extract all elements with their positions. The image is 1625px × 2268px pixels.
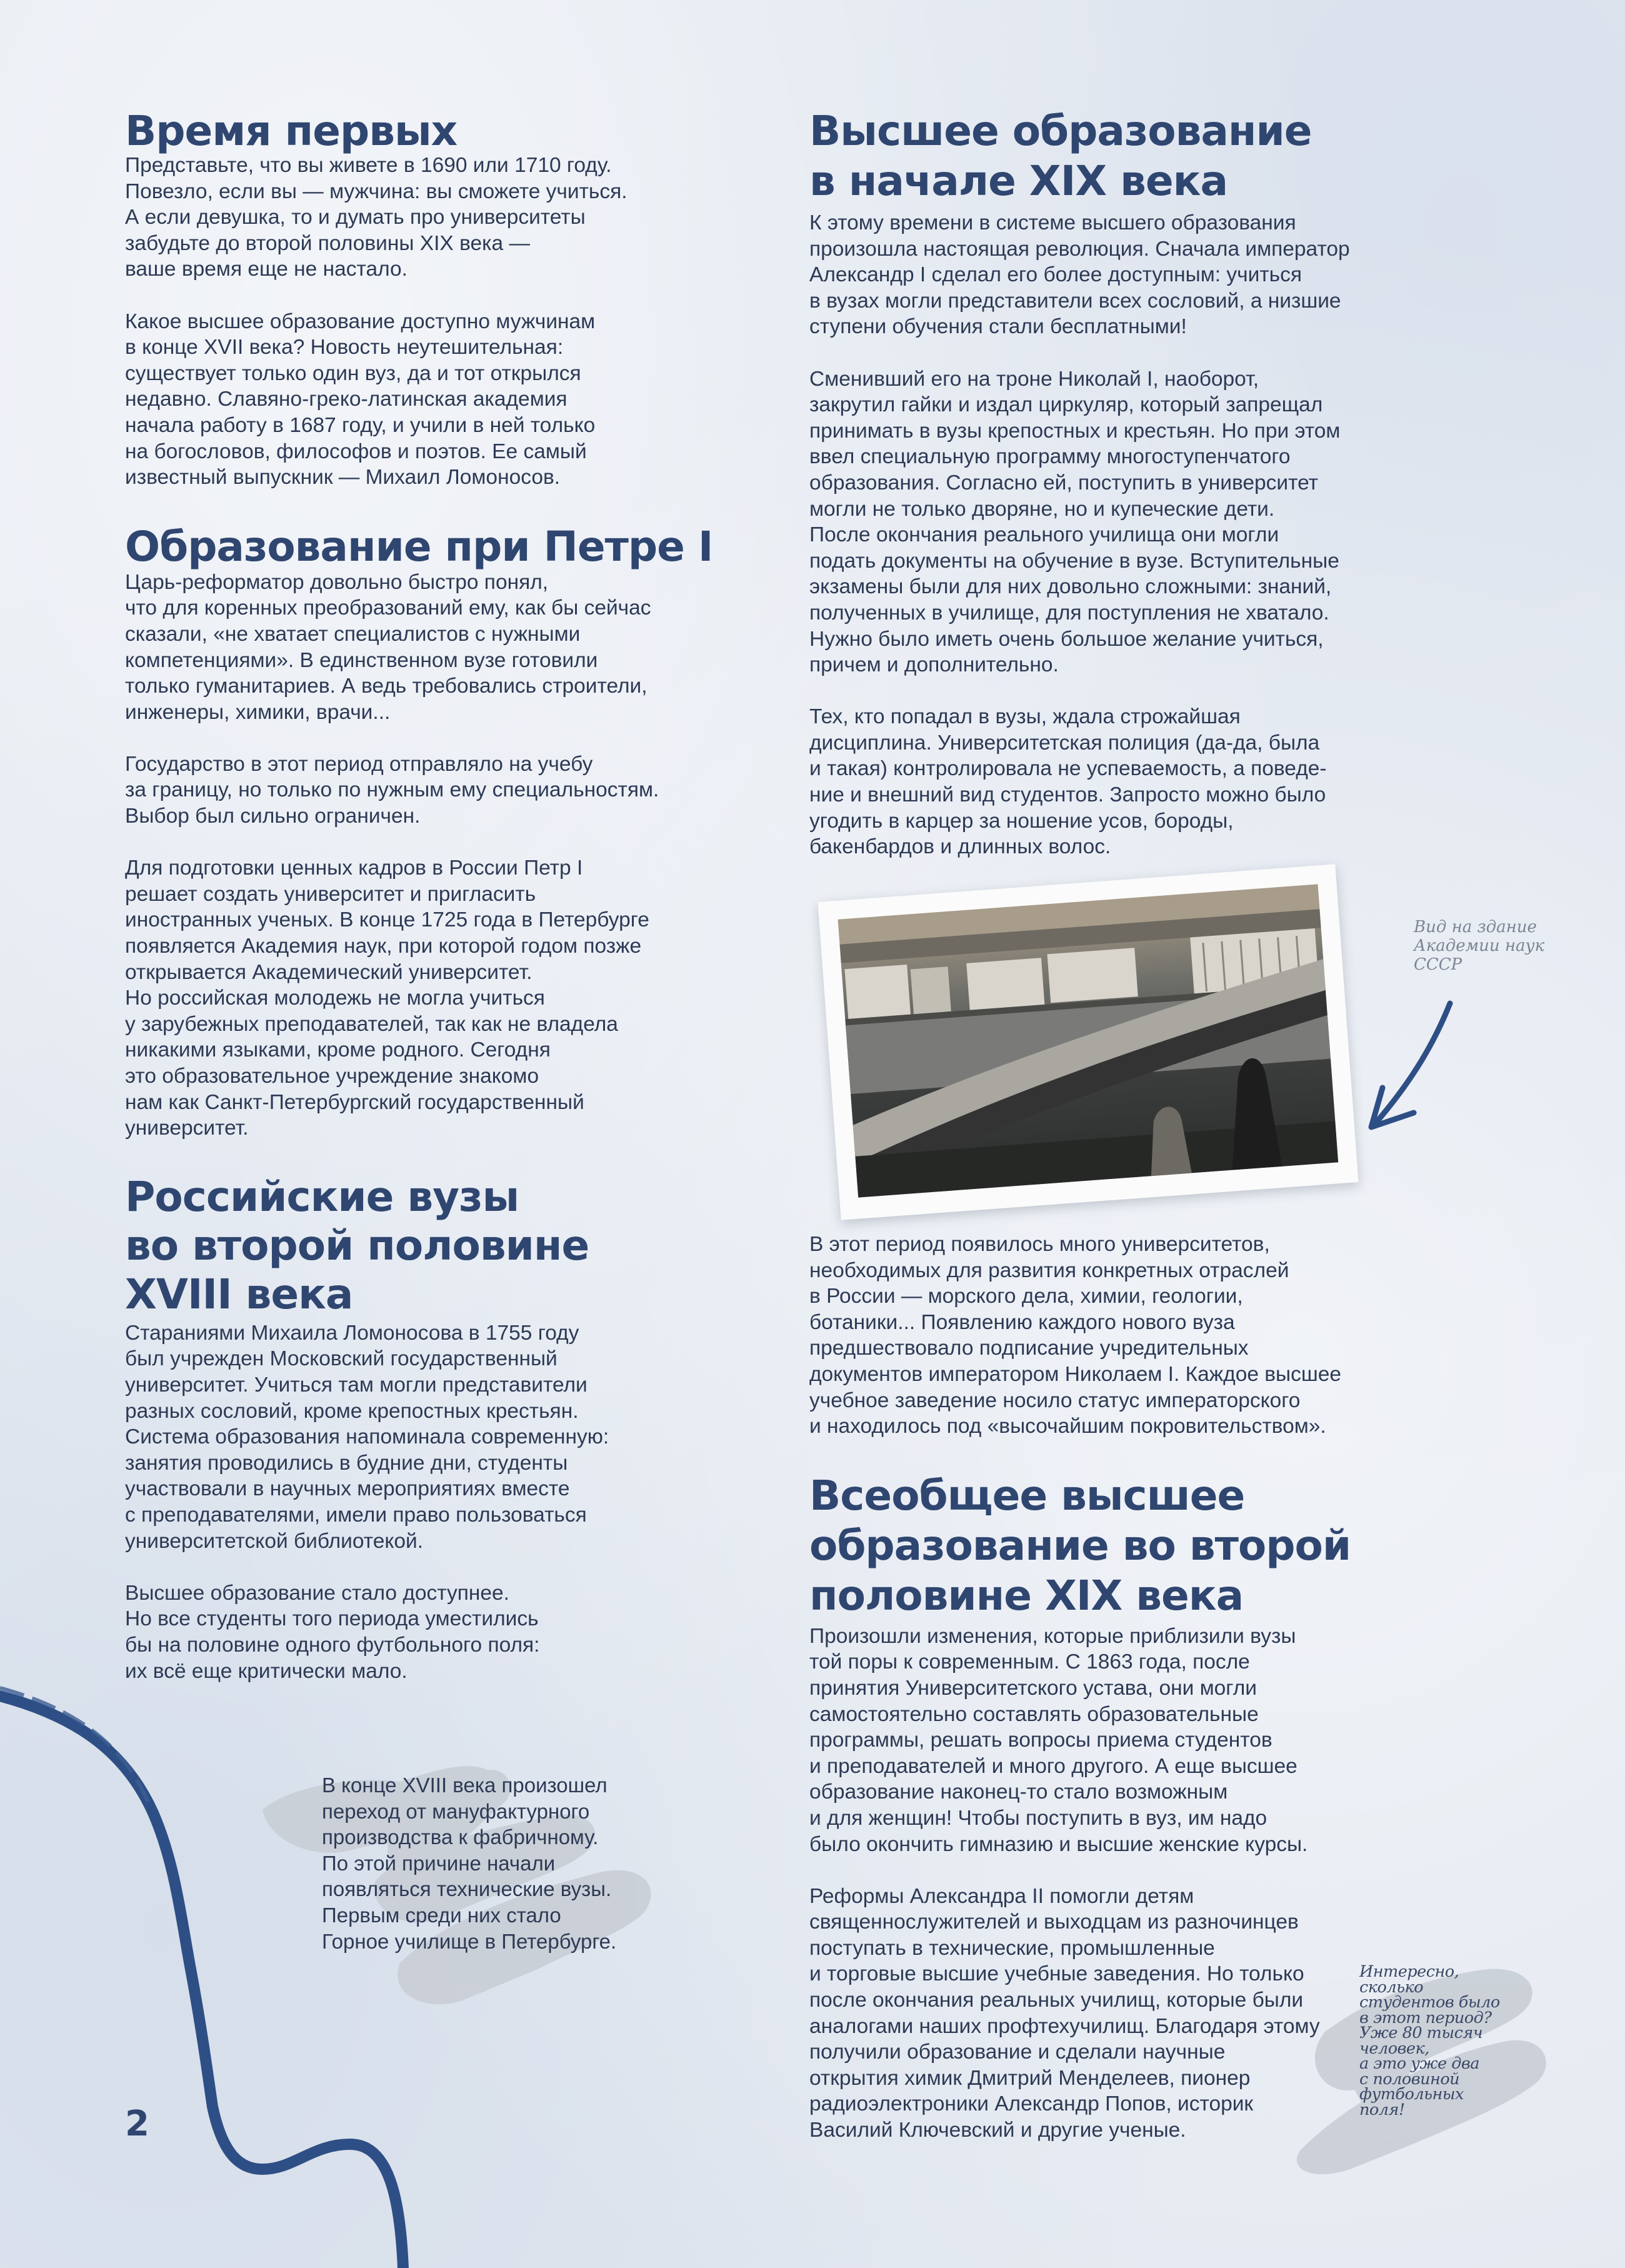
paragraph: К этому времени в системе высшего образования произошла настоящая революция. Сначала император Александр I сделал его более доступным: учиться в вузах могли представители всех сословий, а низшие ступени обучения стали бесплатными! — [809, 211, 1350, 339]
paragraph: Высшее образование стало доступнее. Но все студенты того периода уместились бы на половине одного футбольного поля: их всё еще критически мало. — [125, 1581, 540, 1683]
photo-caption: Вид на здание Академии наук СССР — [1414, 918, 1545, 974]
paragraph: Государство в этот период отправляло на учебу за границу, но только по нужным ему специальностям. Выбор был сильно ограничен. — [125, 752, 659, 828]
section-title-first-times: Время первых — [125, 107, 458, 155]
paragraph: Тех, кто попадал в вузы, ждала строжайшая дисциплина. Университетская полиция (да-да, была и такая) контролировала не успеваемость, а поведе- ние и внешний вид студентов. Запросто можно было угодить в карцер за ношение усов, бороды, бакенбардов и длинных волос. — [809, 705, 1327, 859]
page-number: 2 — [125, 2104, 149, 2144]
paragraph: Царь-реформатор довольно быстро понял, что для коренных преобразований ему, как бы сейчас сказали, «не хватает специалистов с нужными компетенциями». В единственном вузе готовили только гуманитариев. А ведь требовались строители, инженеры, химики, врачи... — [125, 570, 651, 724]
section-title-late-19th-century: Всеобщее высшее образование во второй половине XIX века — [809, 1471, 1351, 1620]
photo-scene — [838, 884, 1339, 1197]
section-title-early-19th-century: Высшее образование в начале XIX века — [809, 107, 1312, 205]
photo-image — [838, 884, 1339, 1197]
section-title-peter-i: Образование при Петре I — [125, 522, 713, 571]
arrow-icon — [1371, 1003, 1450, 1127]
paragraph: Сменивший его на троне Николай I, наоборот, закрутил гайки и издал циркуляр, который запрещал принимать в вузы крепостных и крестьян. Но при этом ввел специальную программу многоступенчатого образования. Согласно ей, поступить в университет могли не только дворяне, но и купеческие дети. После окончания реального училища они могли подать документы на обучение в вузе. Вступительные экзамены были для них довольно сложными: знаний, полученных в училище, для поступления не хватало. Нужно было иметь очень большое желание учиться, причем и дополнительно. — [809, 367, 1341, 677]
paragraph: В этот период появилось много университетов, необходимых для развития конкретных отраслей в России — морского дела, химии, геологии, ботаники... Появлению каждого нового вуза предшествовало подписание учредительных документов императором Николаем I. Каждое высшее учебное заведение носило статус императорского и находилось под «высочайшим покровительством». — [809, 1233, 1342, 1438]
callout-technical-universities: В конце XVIII века произошел переход от мануфактурного производства к фабричному. По этой причине начали появляться технические вузы. Первым среди них стало Горное училище в Петербурге. — [322, 1774, 617, 1953]
paragraph: Какое высшее образование доступно мужчинам в конце XVII века? Новость неутешительная: существует только один вуз, да и тот открылся недавно. Славяно-греко-латинская академия начала работу в 1687 году, и учили в ней только на богословов, философов и поэтов. Ее самый известный выпускник — Михаил Ломоносов. — [125, 309, 596, 489]
paragraph: Стараниями Михаила Ломоносова в 1755 году был учрежден Московский государственный университет. Учиться там могли представители разных сословий, кроме крепостных крестьян. Система образования напоминала современную: занятия проводились в будние дни, студенты участвовали в научных мероприятиях вместе с преподавателями, имели право пользоваться университетской библиотекой. — [125, 1321, 609, 1553]
paragraph: Реформы Александра II помогли детям священнослужителей и выходцам из разночинцев поступать в технические, промышленные и торговые высшие учебные заведения. Но только после окончания реальных училищ, которые были аналогами наших профтехучилищ. Благодаря этому получили образование и сделали научные открытия химик Дмитрий Менделеев, пионер радиоэлектроники Александр Попов, историк Василий Ключевский и другие ученые. — [809, 1884, 1320, 2142]
right-column-lower — [809, 1232, 1409, 2144]
right-column — [809, 106, 1409, 860]
paragraph: Представьте, что вы живете в 1690 или 1710 году. Повезло, если вы — мужчина: вы сможете учиться. А если девушка, то и думать про университеты забудьте до второй половины XIX века — ваше время еще не настало. — [125, 154, 628, 281]
paragraph: Для подготовки ценных кадров в России Петр I решает создать университет и пригласить иностранных ученых. В конце 1725 года в Петербурге появляется Академия наук, при которой годом позже открывается Академический университет. Но российская молодежь не могла учиться у зарубежных преподавателей, так как не владела никакими языками, кроме родного. Сегодня это образовательное учреждение знакомо нам как Санкт-Петербургский государственный университет. — [125, 856, 649, 1140]
section-title-18th-century: Российские вузы во второй половине XVIII века — [125, 1172, 589, 1318]
paragraph: Произошли изменения, которые приблизили вузы той поры к современным. С 1863 года, после принятия Университетского устава, они могли самостоятельно составлять образовательные программы, решать вопросы приема студентов и преподавателей и много другого. А еще высшее образование наконец-то стало возможным и для женщин! Чтобы поступить в вуз, им надо было окончить гимназию и высшие женские курсы. — [809, 1624, 1308, 1856]
historic-photo-academy-of-sciences — [818, 864, 1358, 1220]
sidenote-student-count: Интересно, сколько студентов было в этот период? Уже 80 тысяч человек, а это уже два с половиной футбольных поля! — [1359, 1962, 1500, 2119]
left-column — [125, 106, 750, 1684]
